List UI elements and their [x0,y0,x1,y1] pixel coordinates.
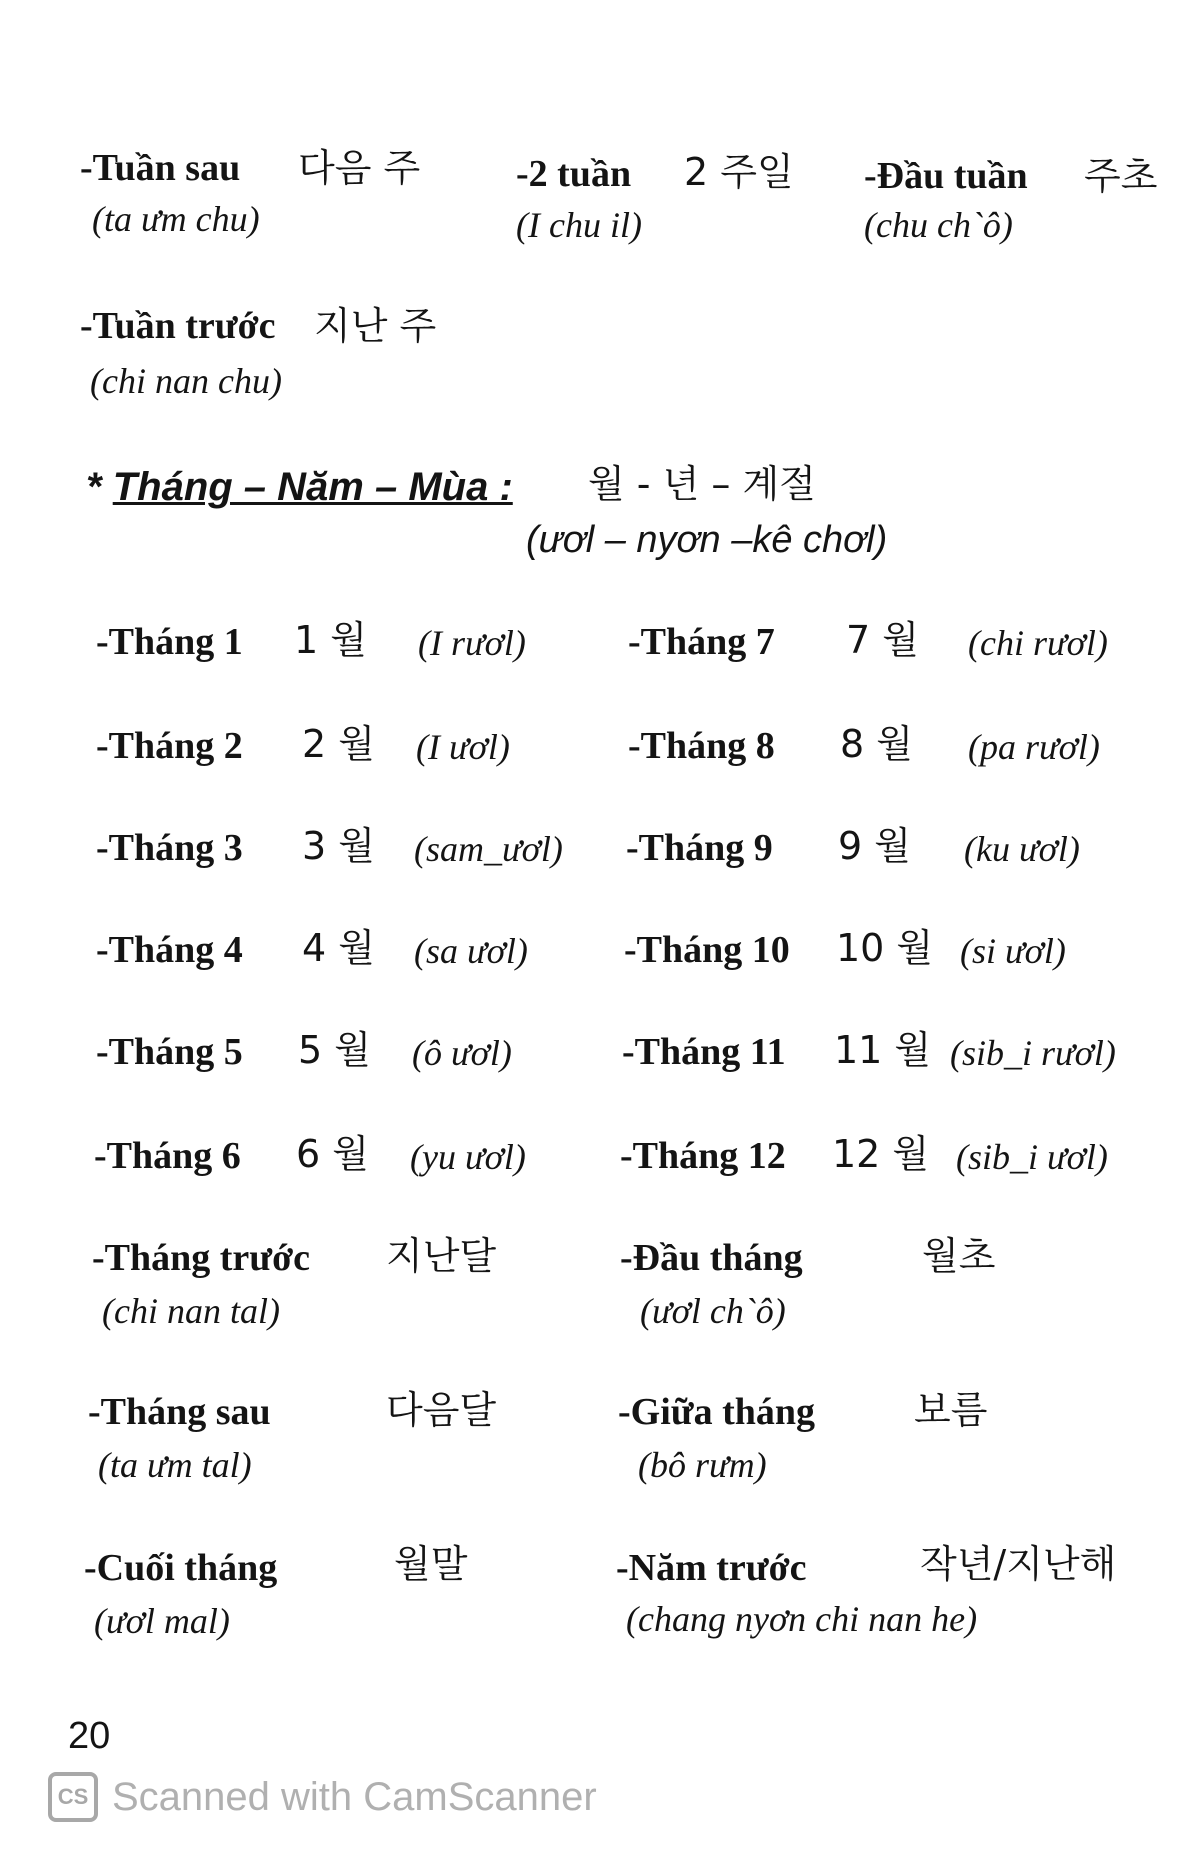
month-term: -Tháng 2 [96,725,243,767]
month-pron: (sib_i rươl) [950,1033,1116,1073]
month-pron: (I rươl) [418,623,526,663]
month-term: -Tháng 7 [628,621,775,663]
camscanner-logo-icon: CS [48,1772,98,1822]
month-term: -Tháng 9 [626,827,773,869]
month-korean: 2 월 [302,722,375,766]
period-korean: 다음달 [386,1388,497,1432]
month-pron: (sam_ươl) [414,829,563,869]
month-pron: (I ươl) [416,727,510,767]
month-term: -Tháng 6 [94,1135,241,1177]
month-term: -Tháng 4 [96,929,243,971]
heading-title: Tháng – Năm – Mùa : [112,465,513,509]
week-korean: 다음 주 [298,146,421,190]
month-korean: 3 월 [302,824,375,868]
month-korean: 9 월 [838,824,911,868]
period-pron: (chi nan tal) [102,1291,280,1331]
month-korean: 5 월 [298,1028,371,1072]
period-korean: 월초 [922,1234,996,1278]
month-korean: 10 월 [836,926,934,970]
period-korean: 보름 [914,1388,988,1432]
month-term: -Tháng 3 [96,827,243,869]
month-korean: 7 월 [846,618,919,662]
period-pron: (chang nyơn chi nan he) [626,1599,978,1639]
camscanner-watermark [48,1772,597,1822]
month-korean: 6 월 [296,1132,369,1176]
month-pron: (pa rươl) [968,727,1100,767]
week-pron: (I chu il) [516,205,642,245]
week-term: -Đầu tuần [864,155,1028,197]
month-term: -Tháng 1 [96,621,243,663]
period-korean: 월말 [394,1542,468,1586]
week-term: -Tuần sau [80,147,241,189]
week-korean: 주초 [1084,154,1158,198]
period-term: -Giữa tháng [618,1391,815,1433]
week-pron: (chu ch`ô) [864,205,1013,245]
week-pron: (chi nan chu) [90,361,282,401]
week-term: -2 tuần [516,153,632,195]
period-pron: (ươl mal) [94,1601,230,1641]
period-korean: 작년/지난해 [920,1542,1117,1586]
period-pron: (ta ưm tal) [98,1445,252,1485]
month-pron: (chi rươl) [968,623,1108,663]
heading-pron: (ươl – nyơn –kê chơl) [526,519,888,561]
month-korean: 11 월 [834,1028,932,1072]
week-term: -Tuần trước [80,305,276,347]
month-korean: 1 월 [294,618,367,662]
period-term: -Tháng trước [92,1237,310,1279]
month-korean: 4 월 [302,926,375,970]
month-pron: (ku ươl) [964,829,1080,869]
page-number: 20 [68,1715,111,1757]
week-korean: 지난 주 [314,304,437,348]
watermark-text: Scanned with CamScanner [112,1774,597,1819]
period-term: -Cuối tháng [84,1547,278,1589]
month-term: -Tháng 11 [622,1031,786,1073]
month-pron: (sa ươl) [414,931,528,971]
week-pron: (ta ưm chu) [92,199,260,239]
heading-korean: 월 - 년 – 계절 [588,462,816,506]
section-heading [86,464,513,510]
month-pron: (yu ươl) [410,1137,526,1177]
period-pron: (bô rưm) [638,1445,767,1485]
month-korean: 8 월 [840,722,913,766]
month-pron: (sib_i ươl) [956,1137,1108,1177]
month-term: -Tháng 5 [96,1031,243,1073]
month-pron: (ô ươl) [412,1033,512,1073]
period-term: -Tháng sau [88,1391,271,1433]
month-pron: (si ươl) [960,931,1066,971]
period-term: -Đầu tháng [620,1237,803,1279]
week-korean: 2 주일 [684,150,794,194]
heading-star: * [86,465,102,509]
month-term: -Tháng 10 [624,929,790,971]
period-pron: (ươl ch`ô) [640,1291,786,1331]
period-term: -Năm trước [616,1547,807,1589]
month-term: -Tháng 12 [620,1135,786,1177]
month-korean: 12 월 [832,1132,930,1176]
month-term: -Tháng 8 [628,725,775,767]
period-korean: 지난달 [386,1234,497,1278]
